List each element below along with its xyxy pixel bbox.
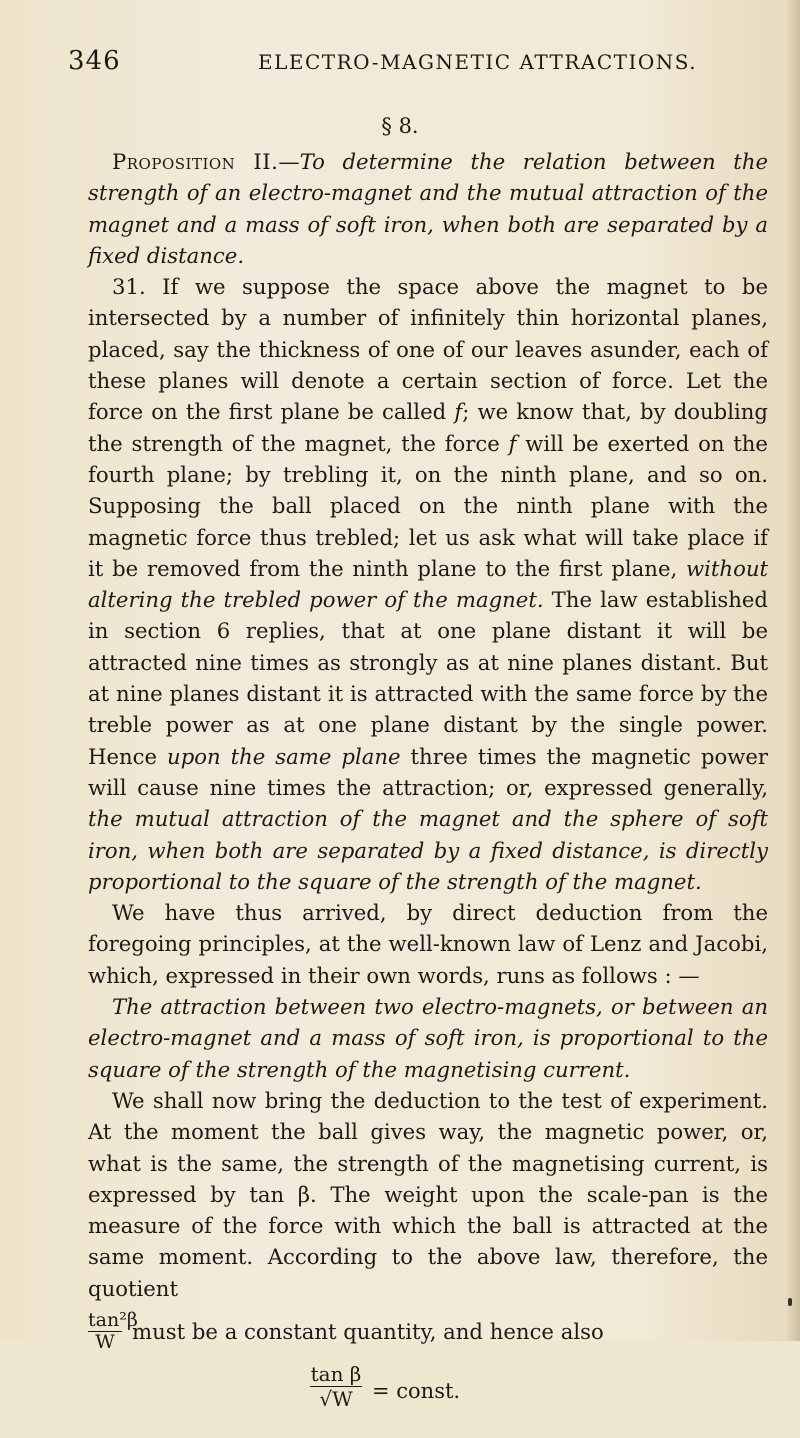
running-title: ELECTRO-MAGNETIC ATTRACTIONS. [258, 50, 698, 74]
body-text [88, 146, 768, 1438]
fraction-tan2-over-w [88, 1308, 138, 1353]
law-quotation [88, 991, 768, 1085]
text-run: ; we know that, by doubling the strength of the magnet, the force [88, 399, 768, 456]
proposition-paragraph [88, 146, 768, 271]
proposition-statement: To determine the relation between the strength of an electro-magnet and the mutual attraction of the magnet and a mass of soft iron, when both are separated by a fixed distance. [88, 149, 769, 268]
section-heading: § 8. [381, 114, 419, 138]
variable-f: f [454, 399, 463, 425]
paragraph-31 [88, 271, 768, 897]
equation-numerator: tan β [310, 1361, 362, 1386]
paragraph-lenz-jacobi: We have thus arrived, by direct deduction from the foregoing principles, at the well-known law of Lenz and Jacobi, which, expressed in their own words, runs as follows : — [88, 900, 768, 988]
margin-mark [788, 1298, 792, 1306]
italic-run: upon the same plane [167, 743, 401, 769]
paragraph-experiment: We shall now bring the deduction to the test of experiment. At the moment the ball gives way, the magnetic power, or, what is the same, the strength of the magnetising current, is expressed by tan β. The weight upon the scale-pan is the measure of the force with which the ball is attracted at the same moment. According to the above law, therefore, the quotient [88, 1087, 768, 1301]
italic-run: without altering the trebled power of the magnet. [88, 555, 768, 613]
text-run: The law established in section 6 replies, that at one plane distant it will be attracted nine times as strongly as at nine planes distant. But at nine planes distant it is attracted with the same force by the treble power as at one plane distant by the single power. Hence [88, 587, 768, 769]
italic-run: the mutual attraction of the magnet and the sphere of soft iron, when both are separated by a fixed distance, is directly proportional to the square of the strength of the magnet. [88, 806, 768, 894]
law-quote-text: The attraction between two electro-magnets, or between an electro-magnet and a mass of soft iron, is proportional to the square of the strength of the magnetising current. [88, 994, 768, 1082]
variable-f: f [508, 430, 517, 456]
equation-denominator: √W [319, 1386, 353, 1411]
text-run: will be exerted on the fourth plane; by trebling it, on the ninth plane, and so on. Supposing the ball placed on the ninth plane with the magnetic force thus trebled; let us ask what will take place if it be removed from the ninth plane to the first plane, [88, 430, 768, 581]
proposition-dash: — [278, 149, 300, 174]
equation-rhs: = const. [372, 1378, 461, 1403]
text-run: three times the magnetic power will cause nine times the attraction; or, expressed generally, [88, 743, 769, 800]
fraction-line [88, 1304, 768, 1358]
proposition-label: Proposition II. [112, 149, 279, 174]
fraction-line-text: must be a constant quantity, and hence also [132, 1318, 604, 1344]
fraction-denominator: W [95, 1330, 115, 1353]
fraction-numerator: tan²β [88, 1308, 138, 1331]
page-header [68, 46, 768, 76]
equation-fraction [310, 1362, 362, 1411]
text-run: 31. If we suppose the space above the magnet to be intersected by a number of infinitely thin horizontal planes, placed, say the thickness of one of our leaves asunder, each of these planes will denote a certain section of force. Let the force on the first plane be called [88, 274, 768, 425]
page-edge-shadow [786, 0, 800, 1341]
page-number: 346 [68, 46, 121, 76]
display-equation [88, 1358, 768, 1438]
